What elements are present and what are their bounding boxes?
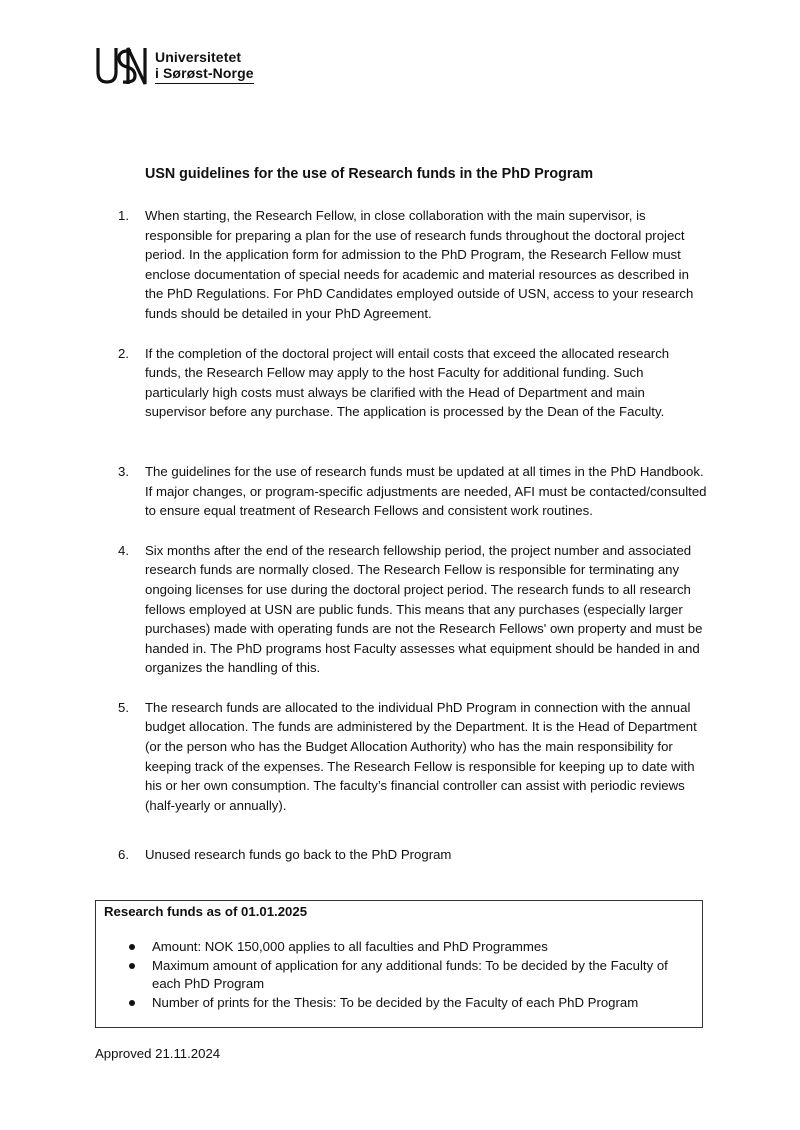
- usn-logo-icon: [95, 46, 149, 86]
- document-title: USN guidelines for the use of Research funds in the PhD Program: [145, 166, 594, 182]
- research-funds-list: [129, 938, 694, 1012]
- item-text: The research funds are allocated to the individual PhD Program in connection with the annual budget allocation. The funds are administered by the Department. It is the Head of Department (or the person who has the Budget Allocation Authority) who has the main responsibility for keeping track of the expenses. The Research Fellow is responsible for keeping up to date with his or her own consumption. The faculty’s financial controller can assist with periodic reviews (half-yearly or annually).: [145, 699, 697, 813]
- item-number: 6.: [118, 847, 129, 863]
- research-funds-box: [95, 900, 703, 1028]
- item-number: 2.: [118, 345, 129, 361]
- logo-line-2: i Sørøst-Norge: [155, 64, 254, 81]
- item-number: 4.: [118, 542, 129, 558]
- bullet-text: Maximum amount of application for any additional funds: To be decided by the Faculty of each PhD Program: [152, 957, 668, 991]
- list-item: [118, 845, 708, 865]
- list-item: [118, 541, 708, 678]
- item-text: Unused research funds go back to the PhD Program: [145, 847, 452, 863]
- approval-date: Approved 21.11.2024: [95, 1046, 221, 1061]
- list-item: [129, 938, 694, 957]
- item-number: 3.: [118, 463, 129, 479]
- usn-logo: [95, 46, 254, 86]
- item-text: The guidelines for the use of research funds must be updated at all times in the PhD Handbook. If major changes, or program-specific adjustments are needed, AFI must be contacted/consulted to ensure equal treatment of Research Fellows and consistent work routines.: [145, 463, 707, 519]
- item-text: When starting, the Research Fellow, in close collaboration with the main supervisor, is responsible for preparing a plan for the use of research funds throughout the doctoral project period. In the application form for admission to the PhD Program, the Research Fellow must enclose documentation of special needs for academic and material resources as described in the PhD Regulations. For PhD Candidates employed outside of USN, access to your research funds should be detailed in your PhD Agreement.: [145, 208, 694, 321]
- guidelines-list: [118, 206, 708, 865]
- item-text: If the completion of the doctoral project will entail costs that exceed the allocated research funds, the Research Fellow may apply to the host Faculty for additional funding. Such particularly high costs must always be clarified with the Head of Department and main supervisor before any purchase. The application is processed by the Dean of the Faculty.: [145, 345, 670, 420]
- list-item: [118, 462, 708, 521]
- list-item: [118, 344, 708, 422]
- research-funds-title: Research funds as of 01.01.2025: [104, 904, 308, 919]
- list-item: [118, 698, 708, 816]
- logo-line-1: Universitetet: [155, 48, 242, 65]
- bullet-text: Number of prints for the Thesis: To be decided by the Faculty of each PhD Program: [152, 994, 639, 1010]
- bullet-text: Amount: NOK 150,000 applies to all faculties and PhD Programmes: [152, 939, 548, 954]
- list-item: [129, 957, 694, 994]
- list-item: [129, 994, 694, 1013]
- bullet-icon: [129, 963, 135, 969]
- logo-wordmark: [155, 49, 254, 84]
- bullet-icon: [129, 1000, 135, 1006]
- item-text: Six months after the end of the research fellowship period, the project number and associated research funds are normally closed. The Research Fellow is responsible for terminating any ongoing licenses for use during the doctoral project period. The research funds to all research fellows employed at USN are public funds. This means that any purchases (especially larger purchases) made with operating funds are not the Research Fellows' own property and must be handed in. The PhD programs host Faculty assesses what equipment should be handed in and organizes the handling of this.: [145, 542, 703, 676]
- bullet-icon: [129, 944, 135, 950]
- item-number: 1.: [118, 208, 129, 223]
- item-number: 5.: [118, 699, 129, 715]
- list-item: [118, 206, 708, 324]
